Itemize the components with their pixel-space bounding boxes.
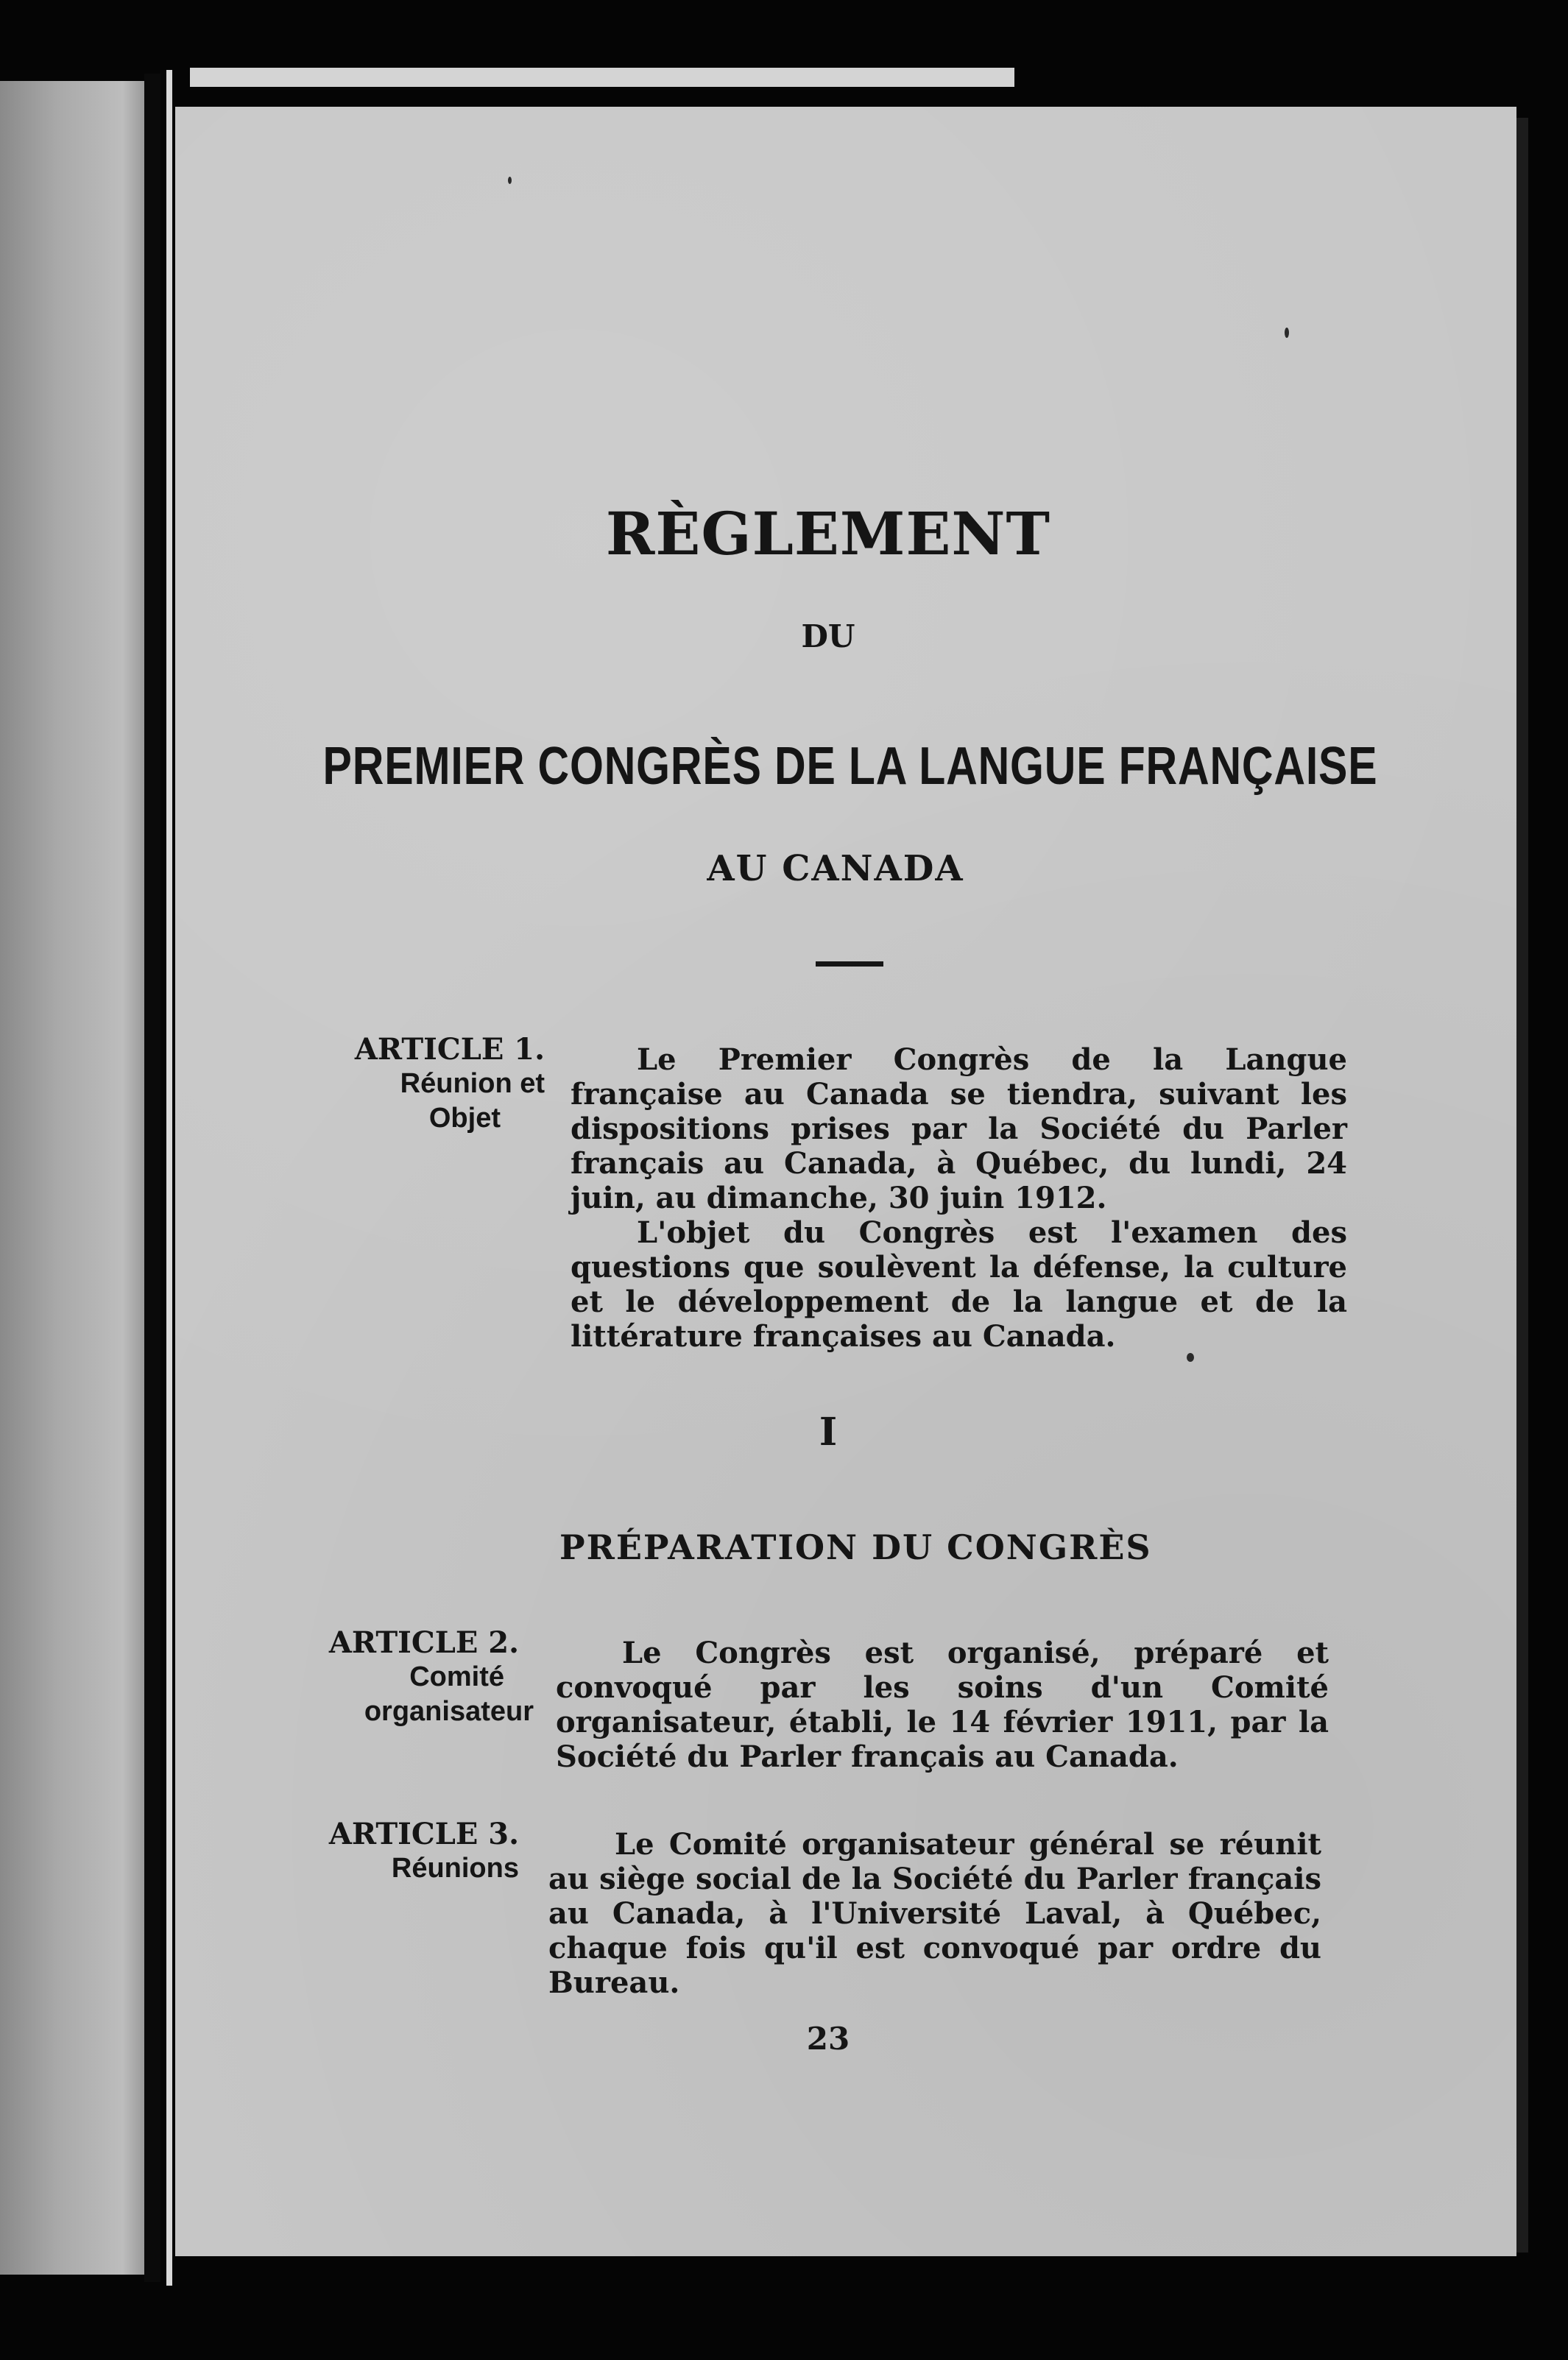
article-heading: organisateur [364,1696,534,1727]
document-title: RÈGLEMENT [605,499,1051,568]
section-numeral: I [819,1410,838,1455]
article-3-label [110,1817,519,1886]
article-3-body [548,1827,1321,2000]
scan-speck [1285,328,1289,338]
article-1-label [147,1032,545,1136]
congress-title: PREMIER CONGRÈS DE LA LANGUE FRANÇAISE [322,737,1378,796]
spine-highlight [166,70,172,2286]
section-title: PRÉPARATION DU CONGRÈS [559,1527,1152,1567]
scan-speck [1187,1353,1194,1362]
article-heading: Comité [409,1661,504,1692]
article-1-body [571,1042,1347,1354]
article-paragraph: Le Premier Congrès de la Langue française au Canada se tiendra, suivant les dispositions prises par la Société du Parler français au Canada, à Québec, du lundi, 24 juin, au dimanche, 30 juin 1912. [571,1042,1347,1215]
page-number: 23 [806,2021,850,2057]
location-title: AU CANADA [707,848,964,889]
article-paragraph: L'objet du Congrès est l'examen des questions que soulèvent la défense, la culture et le développement de la langue et de la littérature françaises au Canada. [571,1215,1347,1354]
article-2-label [133,1625,534,1729]
page-right-shadow [1516,118,1528,2253]
article-paragraph: Le Comité organisateur général se réunit au siège social de la Société du Parler français au Canada, à l'Université Laval, à Québec, chaque fois qu'il est convoqué par ordre du Bureau. [548,1827,1321,2000]
scan-speck [508,177,512,184]
article-heading: Réunion et [400,1068,545,1099]
article-2-body [556,1636,1329,1774]
article-number: ARTICLE 3. [328,1817,519,1851]
page-top-edge [190,68,1014,87]
book-spine [144,74,160,2282]
title-divider [816,961,883,967]
facing-page-edge [0,81,144,2275]
article-number: ARTICLE 1. [354,1032,545,1067]
article-heading: Objet [428,1103,501,1134]
article-number: ARTICLE 2. [328,1625,519,1660]
article-paragraph: Le Congrès est organisé, préparé et convoqué par les soins d'un Comité organisateur, établi, le 14 février 1911, par la Société du Parler français au Canada. [556,1636,1329,1774]
article-heading: Réunions [391,1853,519,1884]
title-connector: DU [801,618,855,654]
